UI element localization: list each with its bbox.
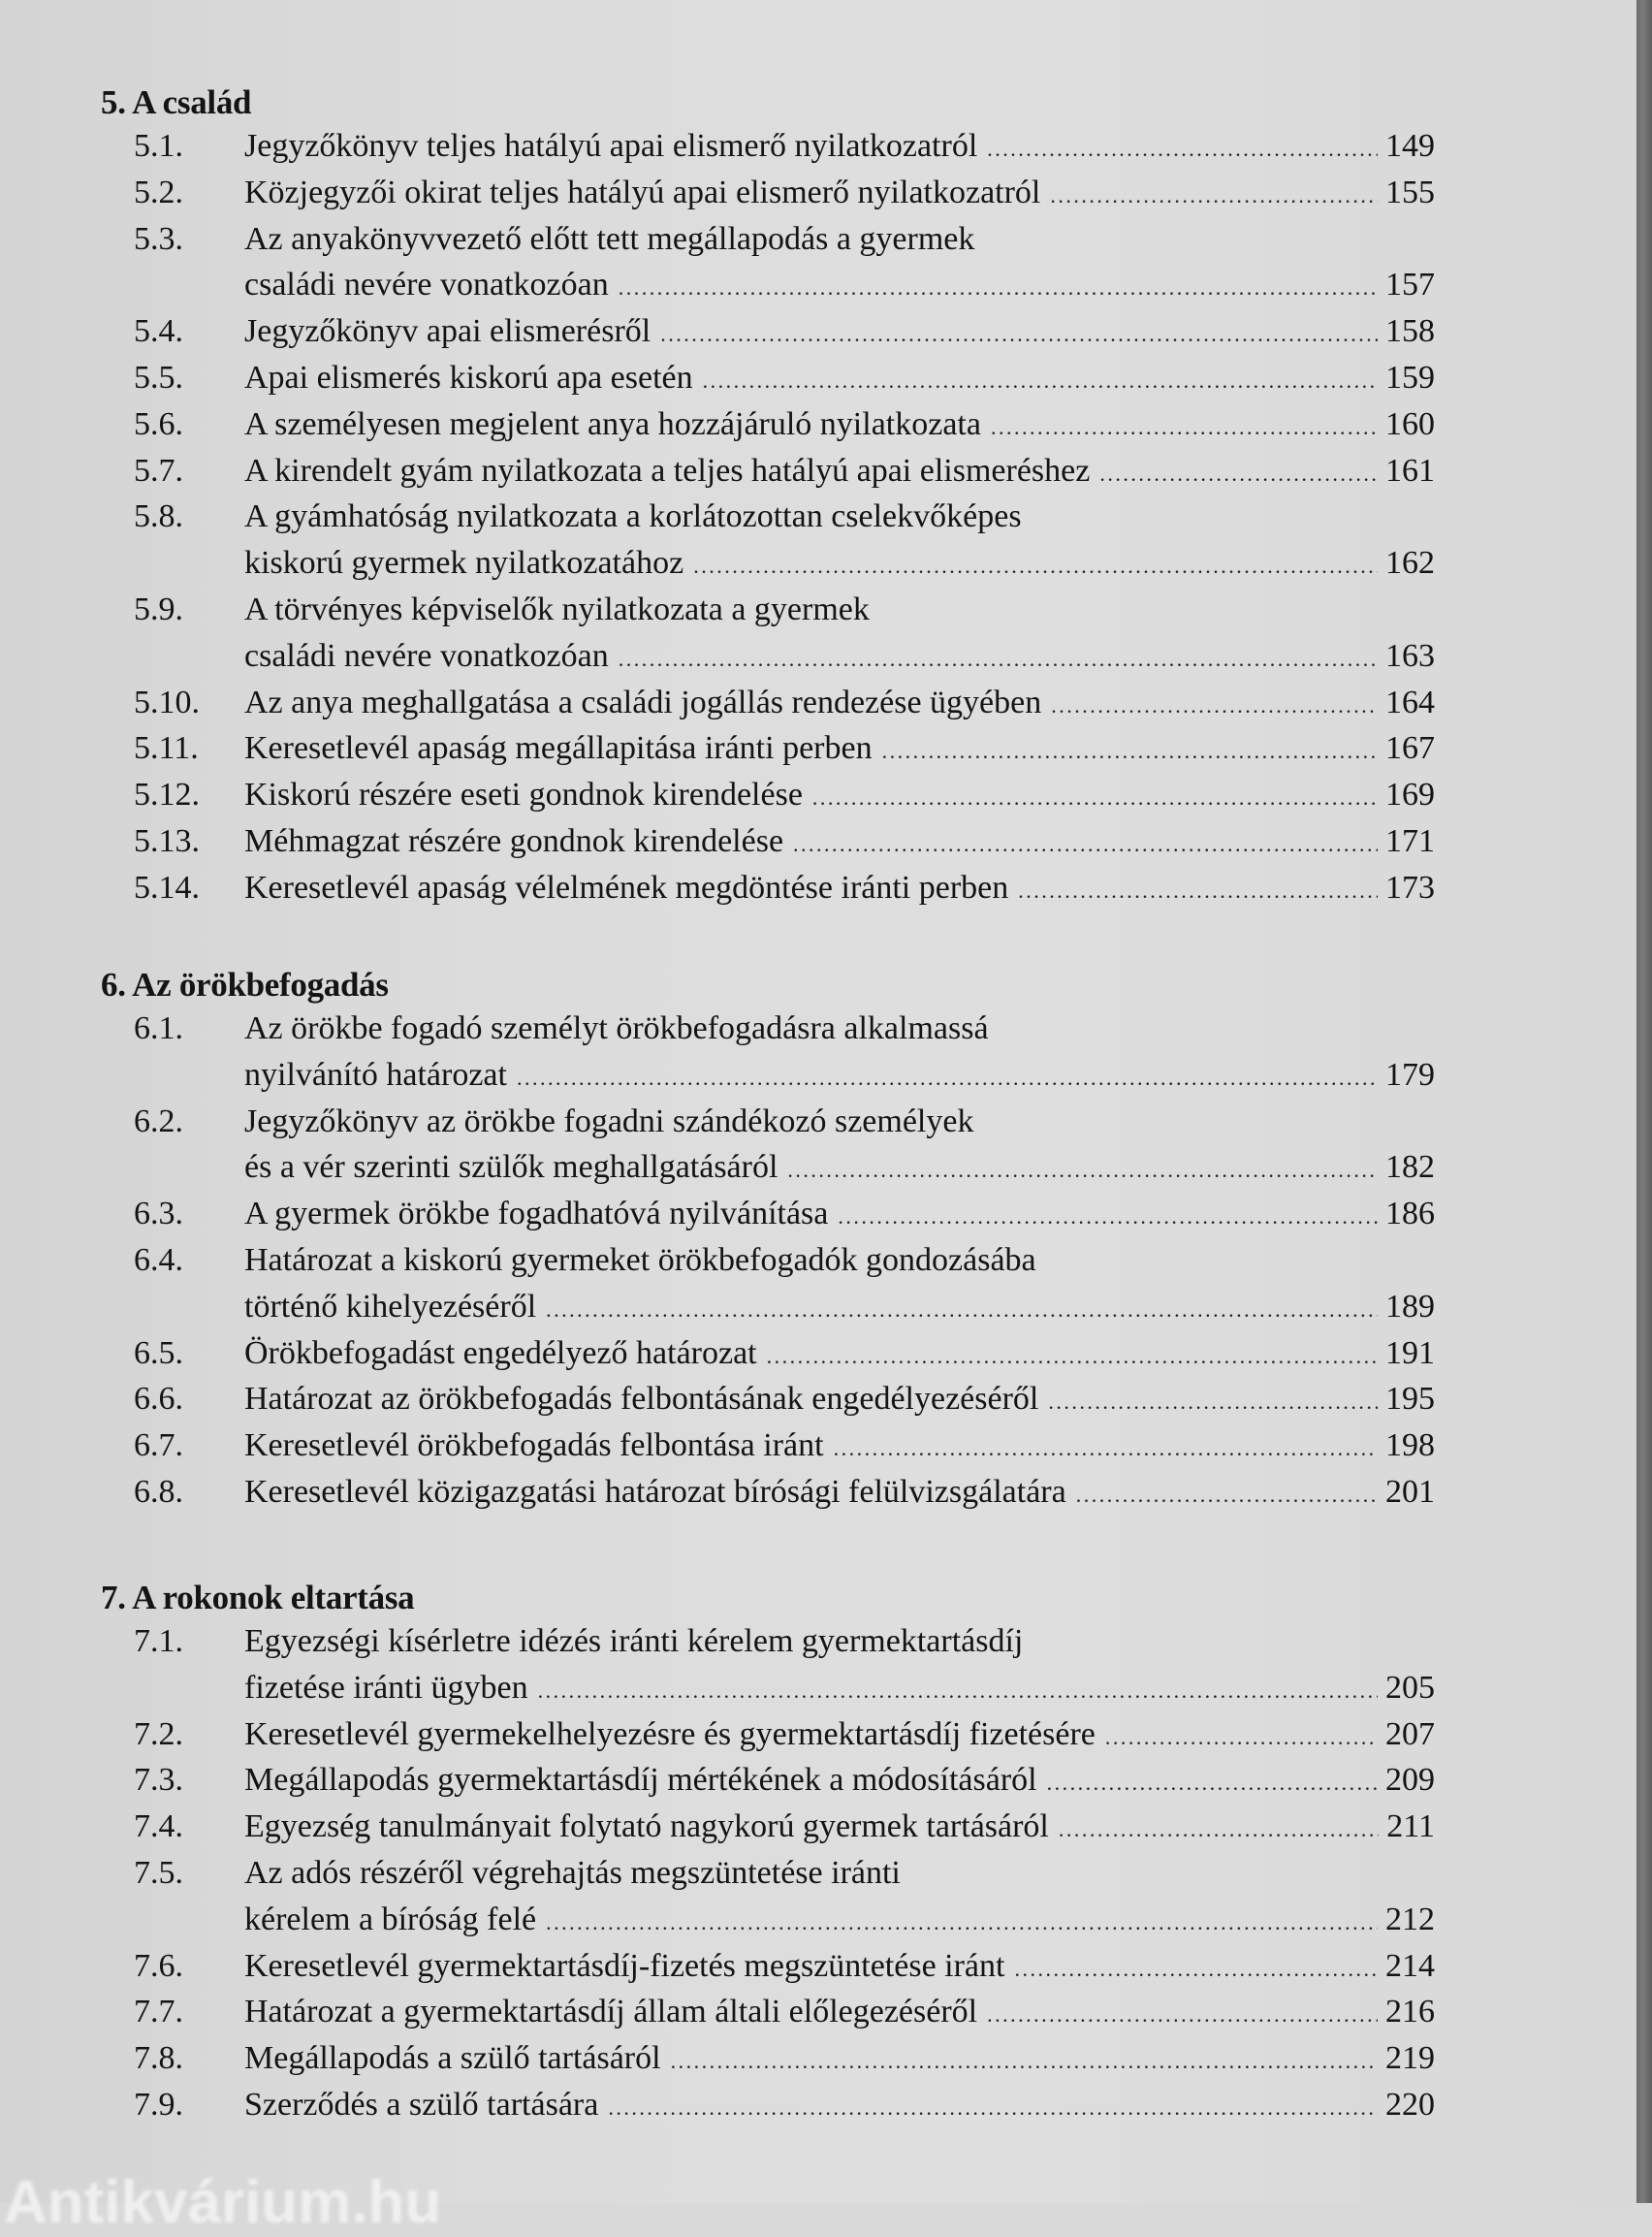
- toc-entry-line: [0, 1758, 1435, 1803]
- page-number[interactable]: 171: [1385, 823, 1435, 859]
- entry-number: 7.3.: [134, 1762, 183, 1798]
- entry-number: 5.14.: [134, 870, 200, 906]
- entry-title[interactable]: A gyermek örökbe fogadhatóvá nyilvánítása: [244, 1196, 829, 1231]
- entry-title-row: [244, 726, 1435, 774]
- entry-number: 5.12.: [134, 777, 200, 813]
- toc-entry-line: [0, 402, 1435, 447]
- entry-title-row: [244, 1331, 1435, 1379]
- entry-title[interactable]: Egyezségi kísérletre idézés iránti kérelem gyermektartásdíj: [244, 1623, 1024, 1659]
- entry-number: 7.6.: [134, 1948, 183, 1984]
- entry-number: 6.6.: [134, 1381, 183, 1417]
- entry-title-row: [244, 1944, 1435, 1992]
- page-number[interactable]: 214: [1385, 1948, 1435, 1984]
- entry-title-row: [244, 588, 1435, 632]
- toc-entry-line-continued: [0, 1100, 1435, 1144]
- entry-title[interactable]: A kirendelt gyám nyilatkozata a teljes hatályú apai elismeréshez: [244, 453, 1091, 489]
- entry-title[interactable]: Keresetlevél gyermekelhelyezésre és gyermektartásdíj fizetésére: [244, 1716, 1096, 1752]
- page-number[interactable]: 216: [1385, 1994, 1435, 2029]
- dot-leader: [546, 1901, 1378, 1945]
- page-number[interactable]: 198: [1385, 1427, 1435, 1463]
- toc-entry-line: [0, 1712, 1435, 1757]
- entry-number: 6.1.: [134, 1010, 183, 1046]
- dot-leader: [538, 1669, 1378, 1713]
- entry-number: 6.2.: [134, 1103, 183, 1139]
- toc-entry-line: [0, 819, 1435, 864]
- toc-entry-line-continued: [0, 1007, 1435, 1051]
- dot-leader: [1014, 1947, 1378, 1992]
- dot-leader: [987, 127, 1378, 172]
- page-number[interactable]: 157: [1385, 267, 1435, 303]
- toc-entry-line: [0, 541, 1435, 586]
- toc-entry-line: [0, 356, 1435, 400]
- entry-title-row: [244, 1619, 1435, 1664]
- entry-title-row: [244, 309, 1435, 357]
- dot-leader: [793, 822, 1378, 867]
- dot-leader: [787, 1148, 1378, 1193]
- entry-title-row: [244, 866, 1435, 913]
- entry-title-row: [244, 681, 1435, 728]
- dot-leader: [767, 1334, 1378, 1379]
- entry-number: 7.7.: [134, 1994, 183, 2029]
- entry-title-row: [244, 1712, 1435, 1760]
- entry-title[interactable]: A törvényes képviselők nyilatkozata a gyermek: [244, 591, 870, 627]
- entry-number: 7.2.: [134, 1716, 183, 1752]
- toc-entry-line: [0, 1192, 1435, 1236]
- entry-title[interactable]: Keresetlevél közigazgatási határozat bírósági felülvizsgálatára: [244, 1474, 1066, 1510]
- entry-title[interactable]: családi nevére vonatkozóan: [244, 638, 609, 674]
- page-number[interactable]: 205: [1385, 1670, 1435, 1706]
- entry-title-row: [244, 495, 1435, 539]
- dot-leader: [1050, 174, 1378, 218]
- toc-entry-line: [0, 1898, 1435, 1942]
- dot-leader: [1051, 684, 1378, 728]
- entry-title[interactable]: Méhmagzat részére gondnok kirendelése: [244, 823, 784, 859]
- entry-title[interactable]: Jegyzőkönyv teljes hatályú apai elismerő nyilatkozatról: [244, 128, 978, 164]
- page-number[interactable]: 201: [1385, 1474, 1435, 1510]
- toc-entry-line: [0, 2083, 1435, 2127]
- entry-title[interactable]: Az adós részéről végrehajtás megszüntetése iránti: [244, 1855, 901, 1891]
- entry-title-row: [244, 217, 1435, 262]
- page-number[interactable]: 163: [1385, 638, 1435, 674]
- toc-entry-line: [0, 449, 1435, 494]
- entry-number: 6.7.: [134, 1427, 183, 1463]
- dot-leader: [619, 637, 1378, 682]
- page-number[interactable]: 219: [1385, 2040, 1435, 2076]
- dot-leader: [987, 1993, 1378, 2037]
- entry-number: 6.8.: [134, 1474, 183, 1510]
- page-number[interactable]: 207: [1385, 1716, 1435, 1752]
- page-number[interactable]: 164: [1385, 685, 1435, 720]
- entry-title-row: [244, 402, 1435, 450]
- entry-number: 5.6.: [134, 406, 183, 442]
- entry-title-row: [244, 773, 1435, 820]
- toc-entry-line: [0, 1944, 1435, 1989]
- dot-leader: [517, 1056, 1378, 1101]
- toc-entry-line: [0, 1990, 1435, 2034]
- toc-entry-line-continued: [0, 495, 1435, 539]
- page-number[interactable]: 186: [1385, 1196, 1435, 1231]
- entry-number: 5.9.: [134, 591, 183, 627]
- entry-number: 5.3.: [134, 221, 183, 257]
- section-heading: 7. A rokonok eltartása: [101, 1579, 415, 1616]
- dot-leader: [1076, 1473, 1378, 1518]
- page-number[interactable]: 169: [1385, 777, 1435, 813]
- page-number[interactable]: 161: [1385, 453, 1435, 489]
- dot-leader: [882, 729, 1378, 774]
- entry-number: 5.4.: [134, 313, 183, 349]
- entry-title[interactable]: Jegyzőkönyv az örökbe fogadni szándékozó személyek: [244, 1103, 974, 1139]
- entry-title[interactable]: Örökbefogadást engedélyező határozat: [244, 1335, 757, 1371]
- dot-leader: [546, 1288, 1378, 1332]
- dot-leader: [693, 544, 1378, 589]
- entry-number: 5.7.: [134, 453, 183, 489]
- entry-number: 6.5.: [134, 1335, 183, 1371]
- entry-title-row: [244, 1805, 1435, 1852]
- book-spine-edge: [1636, 0, 1652, 2203]
- toc-entry-line: [0, 309, 1435, 354]
- toc-entry-line: [0, 1423, 1435, 1468]
- page-number[interactable]: 149: [1385, 128, 1435, 164]
- entry-number: 5.10.: [134, 685, 200, 720]
- entry-number: 5.2.: [134, 175, 183, 210]
- page-number[interactable]: 167: [1385, 730, 1435, 766]
- entry-number: 5.13.: [134, 823, 200, 859]
- entry-title[interactable]: Határozat a kiskorú gyermeket örökbefogadók gondozásába: [244, 1242, 1036, 1278]
- entry-title[interactable]: kiskorú gyermek nyilatkozatához: [244, 545, 684, 581]
- entry-title[interactable]: nyilvánító határozat: [244, 1057, 507, 1093]
- dot-leader: [991, 405, 1378, 450]
- page-number[interactable]: 158: [1385, 313, 1435, 349]
- toc-entry-line: [0, 1285, 1435, 1329]
- dot-leader: [660, 312, 1378, 357]
- entry-title[interactable]: Keresetlevél gyermektartásdíj-fizetés megszüntetése iránt: [244, 1948, 1005, 1984]
- page-number[interactable]: 209: [1385, 1762, 1435, 1798]
- entry-title-row: [244, 1470, 1435, 1518]
- entry-title[interactable]: fizetése iránti ügyben: [244, 1670, 528, 1706]
- entry-title[interactable]: Keresetlevél apaság megállapitása iránti perben: [244, 730, 873, 766]
- page-number[interactable]: 220: [1385, 2087, 1435, 2123]
- toc-entry-line: [0, 124, 1435, 169]
- entry-title[interactable]: Megállapodás gyermektartásdíj mértékének a módosításáról: [244, 1762, 1037, 1798]
- entry-number: 5.5.: [134, 360, 183, 396]
- toc-entry-line-continued: [0, 1619, 1435, 1664]
- entry-title[interactable]: Apai elismerés kiskorú apa esetén: [244, 360, 693, 396]
- entry-title-row: [244, 2083, 1435, 2130]
- entry-title-row: [244, 1145, 1435, 1193]
- entry-title-row: [244, 449, 1435, 496]
- entry-title[interactable]: történő kihelyezéséről: [244, 1289, 537, 1325]
- toc-entry-line: [0, 1331, 1435, 1376]
- entry-title[interactable]: Az anya meghallgatása a családi jogállás rendezése ügyében: [244, 685, 1042, 720]
- toc-entry-line: [0, 2036, 1435, 2081]
- entry-title-row: [244, 1238, 1435, 1283]
- entry-title-row: [244, 634, 1435, 682]
- dot-leader: [703, 359, 1378, 403]
- toc-entry-line: [0, 634, 1435, 679]
- entry-title-row: [244, 2036, 1435, 2084]
- toc-entry-line: [0, 681, 1435, 725]
- section-heading: 6. Az örökbefogadás: [101, 966, 389, 1004]
- dot-leader: [1099, 452, 1378, 496]
- toc-entry-line: [0, 1377, 1435, 1422]
- entry-number: 7.1.: [134, 1623, 183, 1659]
- page-number[interactable]: 155: [1385, 175, 1435, 210]
- entry-title[interactable]: Az anyakönyvvezető előtt tett megállapodás a gyermek: [244, 221, 975, 257]
- toc-entry-line: [0, 773, 1435, 817]
- toc-entry-line: [0, 1805, 1435, 1849]
- entry-number: 6.4.: [134, 1242, 183, 1278]
- entry-number: 7.9.: [134, 2087, 183, 2123]
- page-number[interactable]: 159: [1385, 360, 1435, 396]
- entry-title-row: [244, 1423, 1435, 1471]
- toc-entry-line-continued: [0, 217, 1435, 262]
- page-number[interactable]: 179: [1385, 1057, 1435, 1093]
- entry-title[interactable]: A személyesen megjelent anya hozzájáruló nyilatkozata: [244, 406, 981, 442]
- toc-entry-line: [0, 866, 1435, 911]
- entry-number: 5.8.: [134, 498, 183, 534]
- entry-title[interactable]: és a vér szerinti szülők meghallgatásáról: [244, 1149, 778, 1185]
- entry-title-row: [244, 1666, 1435, 1713]
- entry-title-row: [244, 541, 1435, 589]
- page-number[interactable]: 182: [1385, 1149, 1435, 1185]
- entry-title-row: [244, 819, 1435, 867]
- dot-leader: [1047, 1761, 1378, 1806]
- toc-entry-line: [0, 1145, 1435, 1190]
- entry-title-row: [244, 263, 1435, 310]
- dot-leader: [1048, 1380, 1378, 1424]
- dot-leader: [1018, 869, 1378, 913]
- page-number[interactable]: 173: [1385, 870, 1435, 906]
- entry-title[interactable]: Az örökbe fogadó személyt örökbefogadásra alkalmassá: [244, 1010, 989, 1046]
- entry-title-row: [244, 356, 1435, 403]
- page-number[interactable]: 211: [1386, 1808, 1435, 1844]
- entry-title-row: [244, 1758, 1435, 1806]
- entry-title-row: [244, 171, 1435, 218]
- entry-title[interactable]: Közjegyzői okirat teljes hatályú apai elismerő nyilatkozatról: [244, 175, 1041, 210]
- toc-entry-line: [0, 726, 1435, 771]
- page-number[interactable]: 195: [1385, 1381, 1435, 1417]
- page-number[interactable]: 189: [1385, 1289, 1435, 1325]
- toc-entry-line: [0, 1666, 1435, 1710]
- toc-entry-line-continued: [0, 1851, 1435, 1896]
- entry-title-row: [244, 1990, 1435, 2037]
- entry-title-row: [244, 1898, 1435, 1945]
- entry-title-row: [244, 1100, 1435, 1144]
- entry-title-row: [244, 1053, 1435, 1101]
- toc-entry-line: [0, 263, 1435, 307]
- entry-title-row: [244, 124, 1435, 172]
- page-number[interactable]: 212: [1385, 1901, 1435, 1937]
- entry-title-row: [244, 1377, 1435, 1424]
- watermark: Antikvárium.hu: [4, 2169, 442, 2236]
- entry-title[interactable]: kérelem a bíróság felé: [244, 1901, 537, 1937]
- entry-title[interactable]: Megállapodás a szülő tartásáról: [244, 2040, 661, 2076]
- dot-leader: [834, 1426, 1378, 1471]
- entry-title-row: [244, 1007, 1435, 1051]
- entry-title[interactable]: Egyezség tanulmányait folytató nagykorú gyermek tartásáról: [244, 1808, 1049, 1844]
- page-number[interactable]: 162: [1385, 545, 1435, 581]
- dot-leader: [671, 2039, 1378, 2084]
- entry-title-row: [244, 1285, 1435, 1332]
- entry-title-row: [244, 1192, 1435, 1239]
- entry-number: 7.5.: [134, 1855, 183, 1891]
- entry-title[interactable]: A gyámhatóság nyilatkozata a korlátozottan cselekvőképes: [244, 498, 1022, 534]
- toc-entry-line: [0, 171, 1435, 215]
- dot-leader: [1105, 1715, 1378, 1760]
- section-heading: 5. A család: [101, 83, 252, 121]
- entry-number: 7.4.: [134, 1808, 183, 1844]
- entry-title[interactable]: Határozat az örökbefogadás felbontásának engedélyezéséről: [244, 1381, 1039, 1417]
- entry-number: 7.8.: [134, 2040, 183, 2076]
- entry-title[interactable]: Keresetlevél apaság vélelmének megdöntése iránti perben: [244, 870, 1009, 906]
- page-number[interactable]: 160: [1385, 406, 1435, 442]
- toc-entry-line: [0, 1470, 1435, 1515]
- toc-entry-line-continued: [0, 588, 1435, 632]
- dot-leader: [608, 2086, 1378, 2130]
- entry-title[interactable]: Szerződés a szülő tartására: [244, 2087, 599, 2123]
- entry-title[interactable]: Határozat a gyermektartásdíj állam általi előlegezéséről: [244, 1994, 978, 2029]
- entry-title-row: [244, 1851, 1435, 1896]
- dot-leader: [812, 776, 1378, 820]
- entry-title[interactable]: családi nevére vonatkozóan: [244, 267, 609, 303]
- toc-entry-line-continued: [0, 1238, 1435, 1283]
- dot-leader: [838, 1195, 1378, 1239]
- entry-number: 5.11.: [134, 730, 199, 766]
- dot-leader: [1059, 1807, 1379, 1852]
- dot-leader: [619, 266, 1378, 310]
- entry-title[interactable]: Jegyzőkönyv apai elismerésről: [244, 313, 651, 349]
- toc-entry-line: [0, 1053, 1435, 1098]
- page-number[interactable]: 191: [1385, 1335, 1435, 1371]
- entry-number: 6.3.: [134, 1196, 183, 1231]
- entry-number: 5.1.: [134, 128, 183, 164]
- entry-title[interactable]: Keresetlevél örökbefogadás felbontása iránt: [244, 1427, 824, 1463]
- entry-title[interactable]: Kiskorú részére eseti gondnok kirendelése: [244, 777, 803, 813]
